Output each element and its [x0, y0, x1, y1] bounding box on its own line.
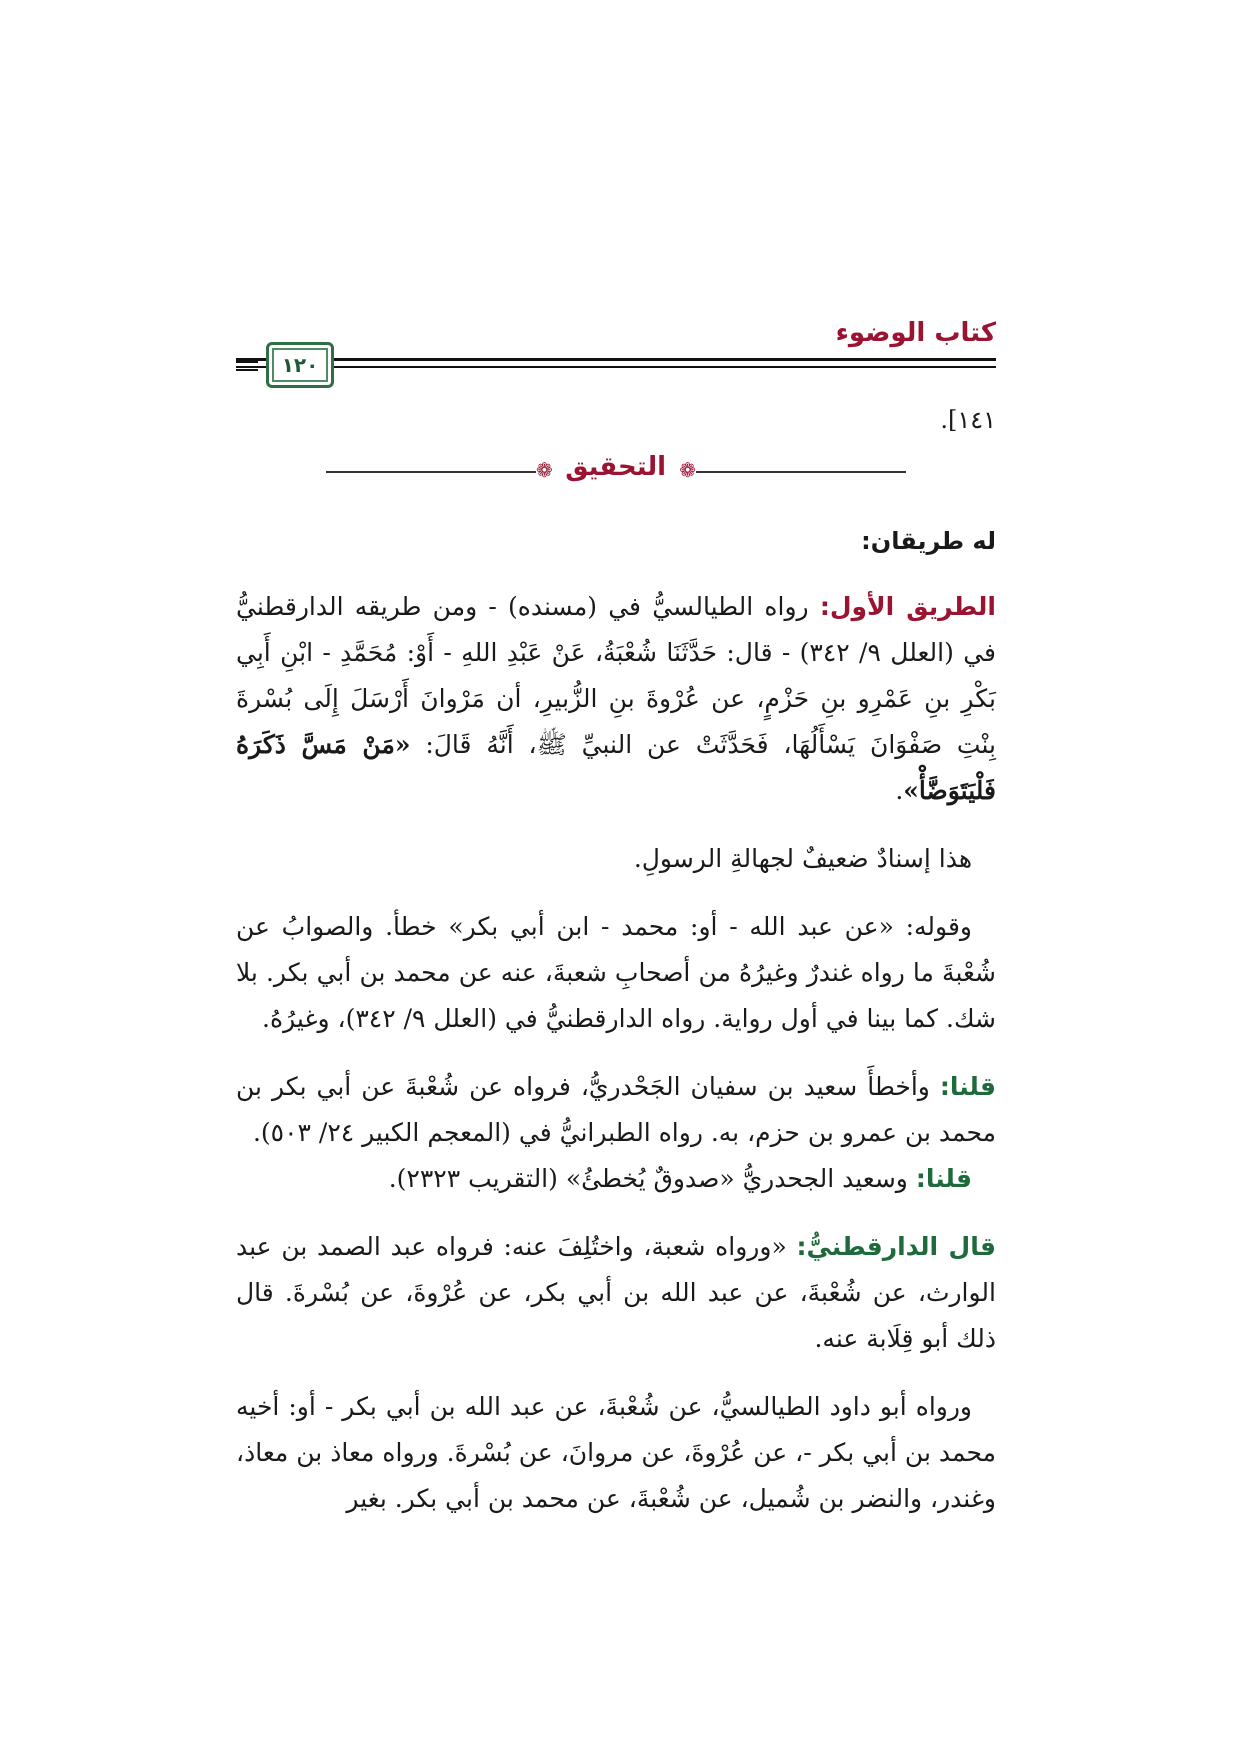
- paragraph-error-note: وقوله: «عن عبد الله - أو: محمد - ابن أبي بكر» خطأ. والصوابُ عن شُعْبةَ ما رواه غندرٌ وغيرُهُ من أصحابِ شعبةَ، عنه عن محمد بن أبي بكر. بلا شك. كما بينا في أول رواية. رواه الدارقطنيُّ في (العلل ٩/ ٣٤٢)، وغيرُهُ.: [236, 912, 996, 1033]
- page-content: [236, 518, 996, 1522]
- paragraph-weak-chain: هذا إسنادٌ ضعيفٌ لجهالةِ الرسولِ.: [633, 844, 972, 873]
- section-divider: [236, 450, 996, 490]
- paragraph-tayalisi: ورواه أبو داود الطيالسيُّ، عن شُعْبةَ، عن عبد الله بن أبي بكر - أو: أخيه محمد بن أبي بكر -، عن عُرْوةَ، عن مروانَ، عن بُسْرةَ. ورواه معاذ بن معاذ، وغندر، والنضر بن شُميل، عن شُعْبةَ، عن محمد بن أبي بكر. بغير: [236, 1392, 996, 1513]
- divider-line-left: [326, 471, 536, 473]
- header-rule-end: [236, 360, 258, 371]
- page-header: [236, 318, 996, 376]
- paragraph-qulna-1: [236, 1064, 996, 1156]
- ornament-right-icon: ❁: [679, 458, 696, 482]
- page-number: ١٢٠: [281, 353, 319, 377]
- book-title: كتاب الوضوء: [835, 318, 996, 348]
- ornament-left-icon: ❁: [536, 458, 553, 482]
- first-route-text: رواه الطيالسيُّ في (مسنده) - ومن طريقه الدارقطنيُّ في (العلل ٩/ ٣٤٢) - قال: حَدَّثَنَا شُعْبَةُ، عَنْ عَبْدِ اللهِ - أَوْ: مُحَمَّدِ - ابْنِ أَبِي بَكْرِ بنِ عَمْرِو بنِ حَزْمٍ، عن عُرْوةَ بنِ الزُّبيرِ، أن مَرْوانَ أَرْسَلَ إِلَى بُسْرةَ بِنْتِ صَفْوَانَ يَسْأَلُهَا، فَحَدَّثَتْ عن النبيِّ ﷺ، أَنَّهُ قَالَ:: [236, 592, 996, 759]
- previous-page-end: ١٤١].: [940, 406, 996, 434]
- section-heading: له طريقان:: [861, 527, 996, 555]
- header-rule-top: [236, 358, 996, 361]
- divider-line-right: [696, 471, 906, 473]
- page-number-badge: [266, 342, 334, 388]
- daraqutni-text: «ورواه شعبة، واختُلِفَ عنه: فرواه عبد الصمد بن عبد الوارث، عن شُعْبةَ، عن عبد الله بن أبي بكر، عن عُرْوةَ، عن بُسْرةَ. قال ذلك أبو قِلَابة عنه.: [236, 1232, 996, 1353]
- qulna-label-1: قلنا:: [939, 1072, 996, 1101]
- first-route-label: الطريق الأول:: [819, 592, 996, 621]
- qulna-text-1: وأخطأَ سعيد بن سفيان الجَحْدريُّ، فرواه عن شُعْبةَ عن أبي بكر بن محمد بن عمرو بن حزم، به. رواه الطبرانيُّ في (المعجم الكبير ٢٤/ ٥٠٣).: [236, 1072, 996, 1147]
- qulna-label-2: قلنا:: [915, 1164, 972, 1193]
- paragraph-first-route: [236, 584, 996, 814]
- qulna-text-2: وسعيد الجحدريُّ «صدوقٌ يُخطئُ» (التقريب ٢٣٢٣).: [388, 1164, 916, 1193]
- hadith-text: «مَنْ مَسَّ ذَكَرَهُ فَلْيَتَوَضَّأْ»: [236, 730, 996, 805]
- section-title: التحقيق: [565, 452, 666, 482]
- paragraph-daraqutni: [236, 1224, 996, 1362]
- first-route-end: .: [895, 776, 904, 805]
- daraqutni-label: قال الدارقطنيُّ:: [796, 1232, 996, 1261]
- paragraph-qulna-2: [236, 1156, 996, 1202]
- header-rule-bottom: [236, 366, 996, 368]
- page: [236, 0, 996, 1754]
